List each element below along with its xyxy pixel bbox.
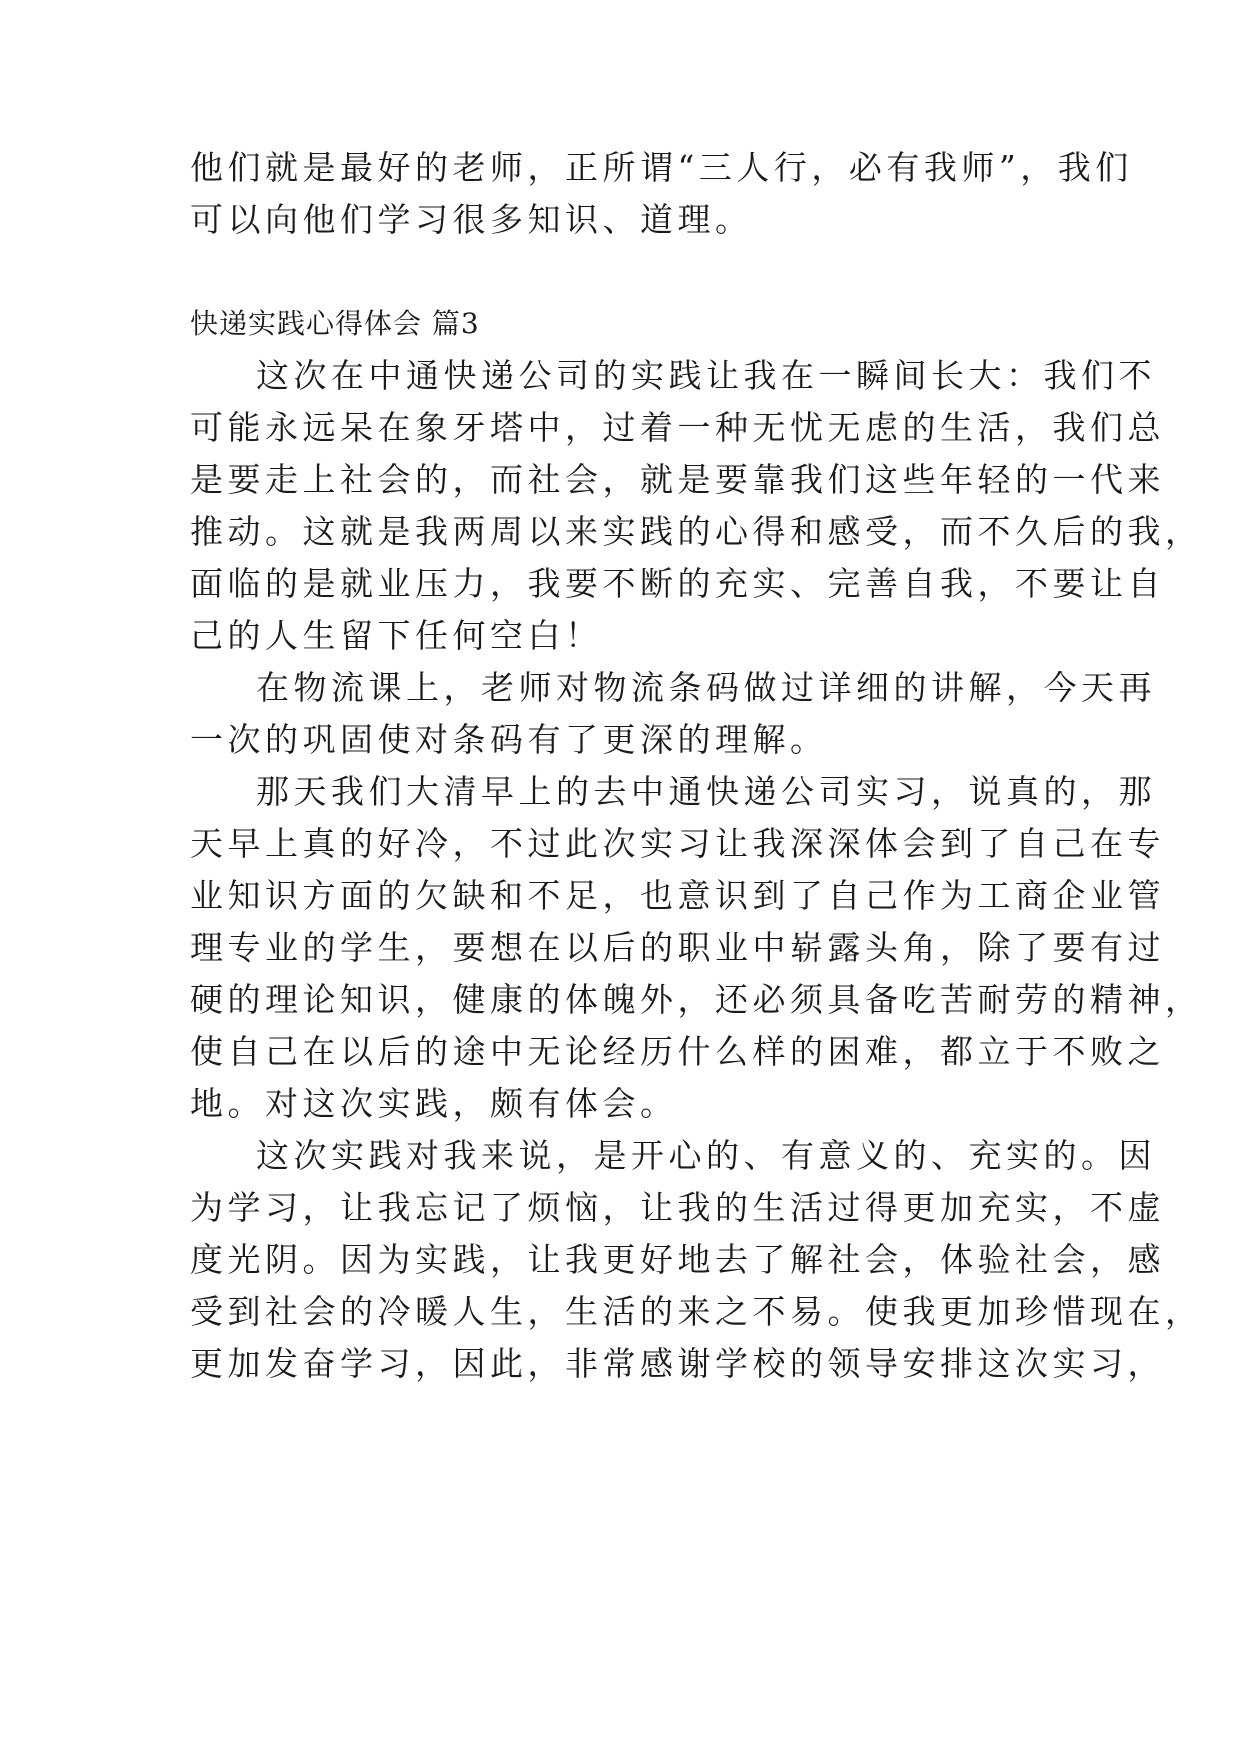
paragraph-line: 那天我们大清早上的去中通快递公司实习，说真的，那 [256, 772, 1156, 811]
paragraph-line: 这次实践对我来说，是开心的、有意义的、充实的。因 [256, 1136, 1156, 1175]
section-heading: 快递实践心得体会 篇3 [190, 307, 480, 340]
paragraph-line: 己的人生留下任何空白！ [190, 616, 603, 655]
paragraph-line: 推动。这就是我两周以来实践的心得和感受，而不久后的我， [190, 512, 1203, 551]
paragraph-line: 地。对这次实践，颇有体会。 [190, 1084, 678, 1123]
paragraph-line: 一次的巩固使对条码有了更深的理解。 [190, 720, 828, 759]
paragraph-line: 更加发奋学习，因此，非常感谢学校的领导安排这次实习， [190, 1344, 1165, 1383]
paragraph-line: 在物流课上，老师对物流条码做过详细的讲解，今天再 [256, 668, 1156, 707]
paragraph-line: 理专业的学生，要想在以后的职业中崭露头角，除了要有过 [190, 928, 1165, 967]
paragraph-line: 度光阴。因为实践，让我更好地去了解社会，体验社会，感 [190, 1240, 1165, 1279]
paragraph-line: 受到社会的冷暖人生，生活的来之不易。使我更加珍惜现在， [190, 1292, 1203, 1331]
intro-line: 可以向他们学习很多知识、道理。 [190, 200, 753, 239]
paragraph-line: 这次在中通快递公司的实践让我在一瞬间长大：我们不 [256, 356, 1156, 395]
intro-line: 他们就是最好的老师，正所谓“三人行，必有我师”，我们 [190, 148, 1133, 187]
paragraph-line: 天早上真的好冷，不过此次实习让我深深体会到了自己在专 [190, 824, 1165, 863]
paragraph-line: 为学习，让我忘记了烦恼，让我的生活过得更加充实，不虚 [190, 1188, 1165, 1227]
paragraph-line: 面临的是就业压力，我要不断的充实、完善自我，不要让自 [190, 564, 1165, 603]
paragraph-line: 是要走上社会的，而社会，就是要靠我们这些年轻的一代来 [190, 460, 1165, 499]
paragraph-line: 业知识方面的欠缺和不足，也意识到了自己作为工商企业管 [190, 876, 1165, 915]
paragraph-line: 可能永远呆在象牙塔中，过着一种无忧无虑的生活，我们总 [190, 408, 1165, 447]
paragraph-line: 硬的理论知识，健康的体魄外，还必须具备吃苦耐劳的精神， [190, 980, 1203, 1019]
paragraph-line: 使自己在以后的途中无论经历什么样的困难，都立于不败之 [190, 1032, 1165, 1071]
